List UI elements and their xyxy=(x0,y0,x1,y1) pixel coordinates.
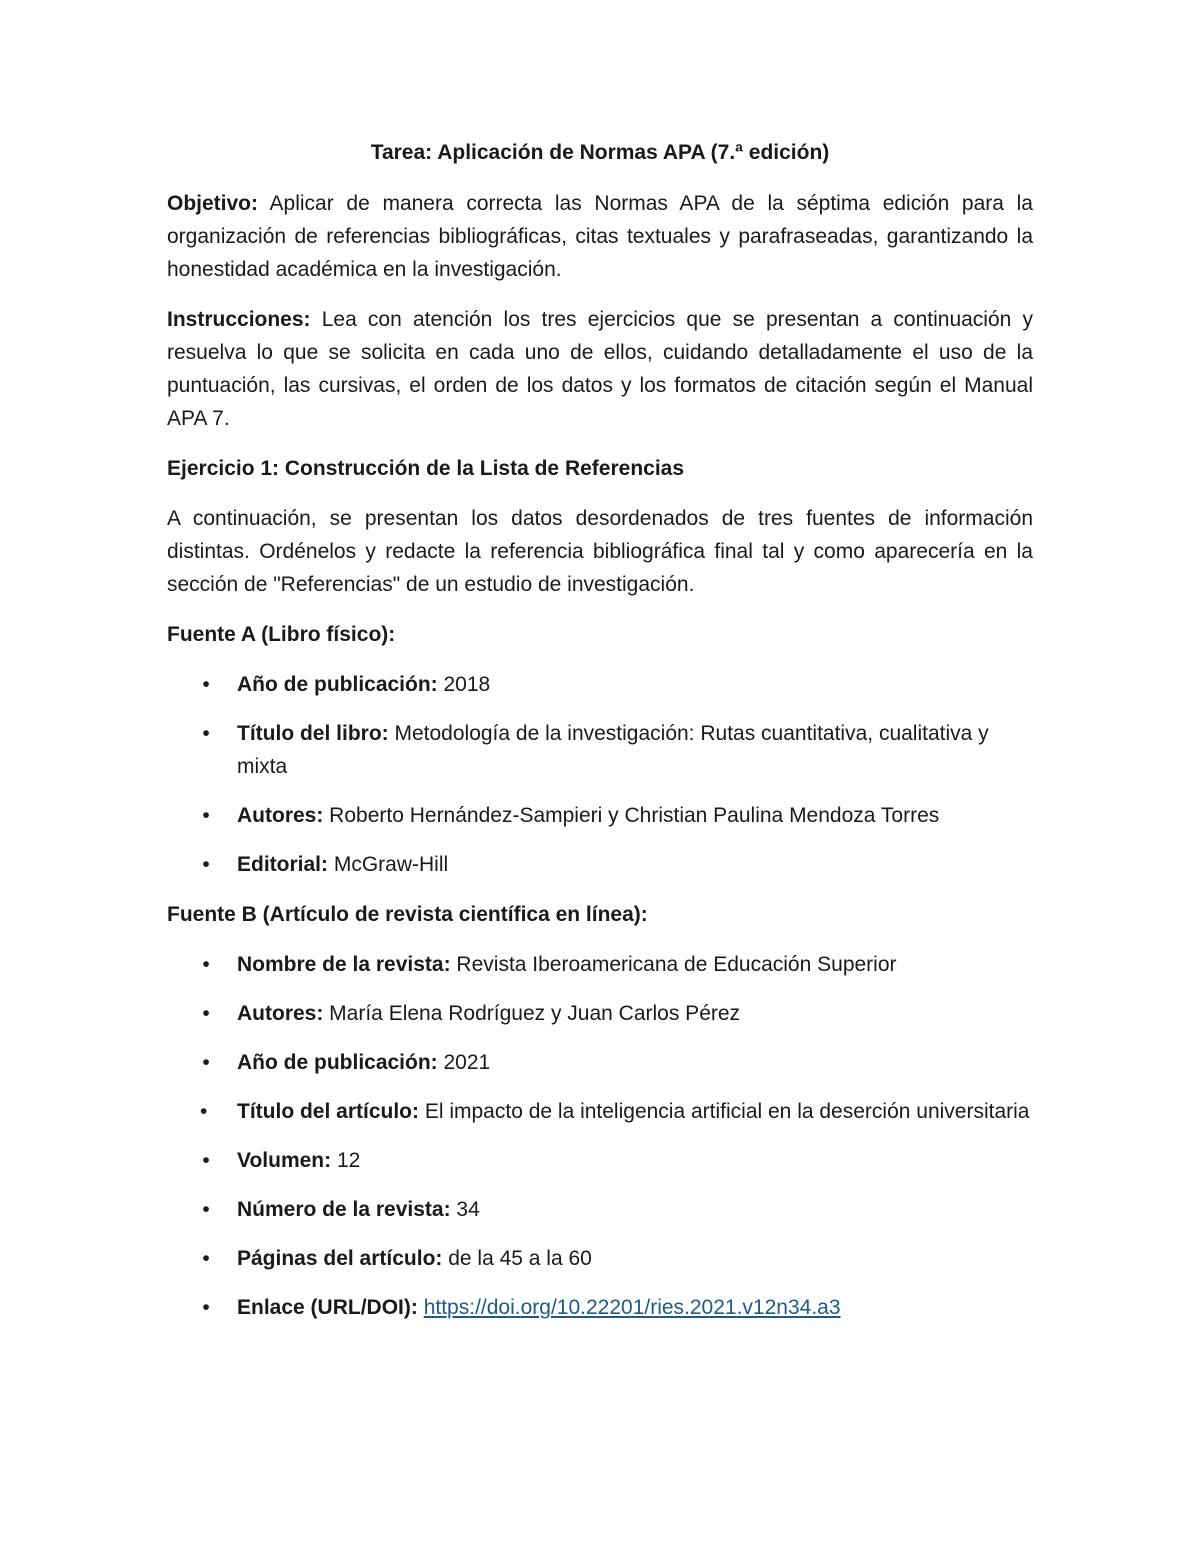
bullet-icon: • xyxy=(202,1198,210,1221)
objetivo-text: Aplicar de manera correcta las Normas APA de la séptima edición para la organización de referencias bibliográficas, citas textuales y parafraseadas, garantizando la honestidad académica en la investigación. xyxy=(167,192,1033,281)
fuente-b-heading: Fuente B (Artículo de revista científica en línea): xyxy=(167,903,648,926)
item-label: Autores: xyxy=(237,1002,324,1025)
item-value: de la 45 a la 60 xyxy=(442,1247,592,1270)
bullet-icon: • xyxy=(202,804,210,827)
objetivo-paragraph xyxy=(167,187,1033,286)
item-value: Revista Iberoamericana de Educación Superior xyxy=(450,953,897,976)
instrucciones-text: Lea con atención los tres ejercicios que se presentan a continuación y resuelva lo que se solicita en cada uno de ellos, cuidando detalladamente el uso de la puntuación, las cursivas, el orden de los datos y los formatos de citación según el Manual APA 7. xyxy=(167,308,1033,430)
item-label: Volumen: xyxy=(237,1149,332,1172)
instrucciones-paragraph xyxy=(167,303,1033,435)
list-item xyxy=(167,1144,1033,1177)
list-item xyxy=(167,948,1033,981)
item-value: Metodología de la investigación: Rutas cuantitativa, cualitativa y mixta xyxy=(237,722,989,778)
document-page xyxy=(167,136,1033,1341)
item-value: 12 xyxy=(331,1149,361,1172)
item-label: Año de publicación: xyxy=(237,1051,438,1074)
bullet-icon: • xyxy=(202,1296,210,1319)
item-label: Enlace (URL/DOI): xyxy=(237,1296,418,1319)
list-item xyxy=(167,997,1033,1030)
item-value: El impacto de la inteligencia artificial en la deserción universitaria xyxy=(419,1100,1030,1123)
list-item xyxy=(167,1242,1033,1275)
list-item xyxy=(167,799,1033,832)
bullet-icon: • xyxy=(202,722,210,745)
bullet-icon: • xyxy=(202,1149,210,1172)
bullet-icon: • xyxy=(202,953,210,976)
bullet-icon: • xyxy=(200,1100,208,1123)
bullet-icon: • xyxy=(202,1051,210,1074)
item-label: Editorial: xyxy=(237,853,329,876)
item-value: 34 xyxy=(450,1198,480,1221)
item-label: Páginas del artículo: xyxy=(237,1247,443,1270)
doi-link[interactable]: https://doi.org/10.22201/ries.2021.v12n34.a3 xyxy=(423,1296,841,1319)
list-item xyxy=(167,668,1033,701)
item-label: Año de publicación: xyxy=(237,673,438,696)
fuente-a-heading: Fuente A (Libro físico): xyxy=(167,623,396,646)
fuente-b-list xyxy=(167,948,1033,1324)
document-title: Tarea: Aplicación de Normas APA (7.ª edición) xyxy=(370,141,830,164)
item-value: 2018 xyxy=(437,673,491,696)
bullet-icon: • xyxy=(202,1002,210,1025)
item-label: Nombre de la revista: xyxy=(237,953,451,976)
list-item xyxy=(167,1193,1033,1226)
bullet-icon: • xyxy=(202,1247,210,1270)
list-item xyxy=(167,1046,1033,1079)
item-label: Título del artículo: xyxy=(237,1100,419,1123)
item-label: Título del libro: xyxy=(237,722,389,745)
objetivo-label: Objetivo: xyxy=(167,192,259,215)
list-item xyxy=(167,1291,1033,1324)
instrucciones-label: Instrucciones: xyxy=(167,308,311,331)
fuente-a-list xyxy=(167,668,1033,881)
list-item xyxy=(167,717,1033,783)
item-value: María Elena Rodríguez y Juan Carlos Pérez xyxy=(323,1002,741,1025)
list-item xyxy=(167,1095,1033,1128)
ejercicio1-heading: Ejercicio 1: Construcción de la Lista de Referencias xyxy=(167,457,685,480)
ejercicio1-intro: A continuación, se presentan los datos desordenados de tres fuentes de información distintas. Ordénelos y redacte la referencia bibliográfica final tal y como aparecería en la sección de "Referencias" de un estudio de investigación. xyxy=(167,507,1033,596)
item-value: McGraw-Hill xyxy=(328,853,449,876)
item-value: 2021 xyxy=(437,1051,491,1074)
item-label: Número de la revista: xyxy=(237,1198,451,1221)
bullet-icon: • xyxy=(202,673,210,696)
item-value: Roberto Hernández-Sampieri y Christian Paulina Mendoza Torres xyxy=(323,804,940,827)
item-label: Autores: xyxy=(237,804,324,827)
bullet-icon: • xyxy=(202,853,210,876)
list-item xyxy=(167,848,1033,881)
